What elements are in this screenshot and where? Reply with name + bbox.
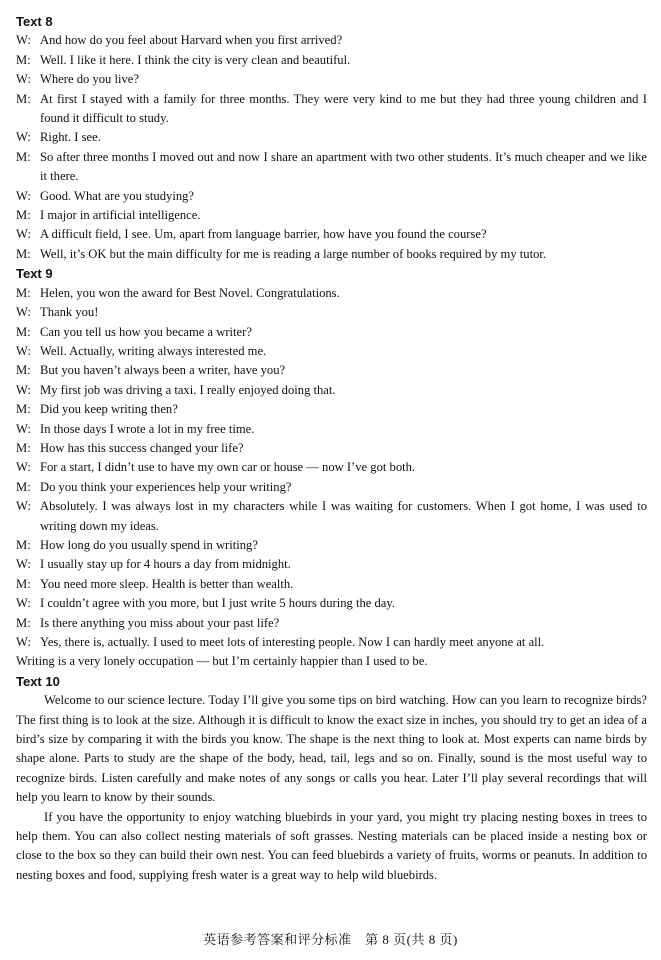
dialog-text: Well, it’s OK but the main difficulty for me is reading a large number of books required by my tutor. <box>40 246 547 261</box>
dialog-text: I major in artificial intelligence. <box>40 208 201 223</box>
speaker-label: M: <box>16 246 31 261</box>
dialog-text: Thank you! <box>40 305 99 320</box>
speaker-label: W: <box>16 382 31 397</box>
dialog-text: Good. What are you studying? <box>40 188 195 203</box>
speaker-label: W: <box>16 460 31 475</box>
dialog-text: Yes, there is, actually. I used to meet lots of interesting people. Now I can hardly meet anyone at all. <box>40 635 545 649</box>
speaker-label: M: <box>16 285 31 300</box>
speaker-label: W: <box>16 188 31 203</box>
dialog-text: And how do you feel about Harvard when you first arrived? <box>40 33 343 48</box>
dialog-line <box>16 323 647 342</box>
dialog-line <box>16 206 647 225</box>
speaker-label: M: <box>16 537 31 552</box>
speaker-label: W: <box>16 596 31 611</box>
text-8-heading: Text 8 <box>16 14 53 29</box>
dialog-line <box>16 458 647 477</box>
dialog-text: Well. I like it here. I think the city is very clean and beautiful. <box>40 52 351 67</box>
dialog-line <box>16 342 647 361</box>
dialog-text: But you haven’t always been a writer, have you? <box>40 363 286 378</box>
speaker-label: W: <box>16 72 31 87</box>
speaker-label: M: <box>16 479 31 494</box>
dialog-text: You need more sleep. Health is better than wealth. <box>40 576 294 591</box>
speaker-label: W: <box>16 421 31 436</box>
dialog-line <box>16 284 647 303</box>
lecture-paragraph: If you have the opportunity to enjoy watching bluebirds in your yard, you might try placing nesting boxes in trees to help them. You can also collect nesting materials of soft grasses. Nesting materials can be placed inside a nesting box or close to the box so they can build their own nest. You can feed bluebirds a variety of fruits, worms or peanuts. In addition to nesting boxes and food, supplying fresh water is a great way to help wild bluebirds. <box>16 809 647 882</box>
speaker-label: M: <box>16 363 31 378</box>
dialog-text: Helen, you won the award for Best Novel. Congratulations. <box>40 285 340 300</box>
dialog-text: How has this success changed your life? <box>40 440 244 455</box>
dialog-text: Where do you live? <box>40 72 139 87</box>
dialog-line <box>16 90 647 129</box>
dialog-text: I usually stay up for 4 hours a day from midnight. <box>40 557 291 572</box>
speaker-label: W: <box>16 557 31 572</box>
dialog-line <box>16 187 647 206</box>
dialog-text: Do you think your experiences help your writing? <box>40 479 292 494</box>
dialog-line <box>16 381 647 400</box>
dialog-text: A difficult field, I see. Um, apart from language barrier, how have you found the course? <box>40 227 487 242</box>
dialog-line <box>16 225 647 244</box>
lecture-paragraph: Welcome to our science lecture. Today I’ll give you some tips on bird watching. How can you learn to recognize birds? The first thing is to look at the size. Although it is difficult to know the exact size in inches, you should try to get an idea of a bird’s size by comparing it with the birds you know. The shape is the next thing to look at. Most experts can name birds by shape alone. Parts to study are the shape of the body, head, tail, legs and so on. Finally, sound is the most useful way to recognize birds. Listen carefully and make notes of any songs or calls you hear. Later I’ll play several recordings that will help you learn to know by their sounds. <box>16 693 647 805</box>
speaker-label: M: <box>16 52 31 67</box>
dialog-line <box>16 439 647 458</box>
speaker-label: W: <box>16 635 31 649</box>
speaker-label: W: <box>16 130 31 145</box>
dialog-text: Did you keep writing then? <box>40 402 178 417</box>
dialog-text: Is there anything you miss about your past life? <box>40 615 280 630</box>
dialog-text: My first job was driving a taxi. I really enjoyed doing that. <box>40 382 336 397</box>
dialog-line <box>16 633 647 652</box>
dialog-text: Absolutely. I was always lost in my characters while I was waiting for customers. When I got home, I was used to writing down my ideas. <box>40 499 647 533</box>
speaker-label: M: <box>16 615 31 630</box>
dialog-line <box>16 70 647 89</box>
dialog-line <box>16 614 647 633</box>
speaker-label: W: <box>16 305 31 320</box>
dialog-line <box>16 575 647 594</box>
dialog-line <box>16 303 647 322</box>
dialog-text: Right. I see. <box>40 130 101 145</box>
dialog-line <box>16 497 647 536</box>
dialog-tail-line: Writing is a very lonely occupation — but I’m certainly happier than I used to be. <box>16 654 428 669</box>
dialog-text: Can you tell us how you became a writer? <box>40 324 252 339</box>
page-footer: 英语参考答案和评分标准 第 8 页(共 8 页) <box>203 932 458 947</box>
dialog-line <box>16 148 647 187</box>
dialog-line <box>16 31 647 50</box>
dialog-line <box>16 536 647 555</box>
dialog-text: For a start, I didn’t use to have my own car or house — now I’ve got both. <box>40 460 416 475</box>
speaker-label: M: <box>16 208 31 223</box>
dialog-line <box>16 555 647 574</box>
speaker-label: W: <box>16 343 31 358</box>
dialog-text: I couldn’t agree with you more, but I just write 5 hours during the day. <box>40 596 395 611</box>
dialog-text: In those days I wrote a lot in my free time. <box>40 421 255 436</box>
dialog-line <box>16 400 647 419</box>
dialog-line <box>16 478 647 497</box>
dialog-text: How long do you usually spend in writing? <box>40 537 258 552</box>
dialog-text: Well. Actually, writing always interested me. <box>40 343 267 358</box>
text-10-heading: Text 10 <box>16 673 60 689</box>
dialog-line <box>16 420 647 439</box>
speaker-label: M: <box>16 91 31 106</box>
speaker-label: M: <box>16 576 31 591</box>
speaker-label: M: <box>16 402 31 417</box>
dialog-line <box>16 51 647 70</box>
document-content <box>16 12 647 885</box>
speaker-label: M: <box>16 149 31 164</box>
speaker-label: W: <box>16 33 31 48</box>
text-8-dialog <box>16 31 647 264</box>
speaker-label: W: <box>16 227 31 242</box>
speaker-label: M: <box>16 324 31 339</box>
dialog-line <box>16 594 647 613</box>
speaker-label: W: <box>16 499 31 514</box>
dialog-text: At first I stayed with a family for three months. They were very kind to me but they had three young children and I found it difficult to study. <box>40 91 647 126</box>
text-9-heading: Text 9 <box>16 266 53 282</box>
dialog-line <box>16 361 647 380</box>
speaker-label: M: <box>16 440 31 455</box>
dialog-text: So after three months I moved out and now I share an apartment with two other students. It’s much cheaper and we like it there. <box>40 149 647 184</box>
text-9-dialog <box>16 284 647 672</box>
dialog-line <box>16 128 647 147</box>
dialog-line <box>16 245 647 264</box>
